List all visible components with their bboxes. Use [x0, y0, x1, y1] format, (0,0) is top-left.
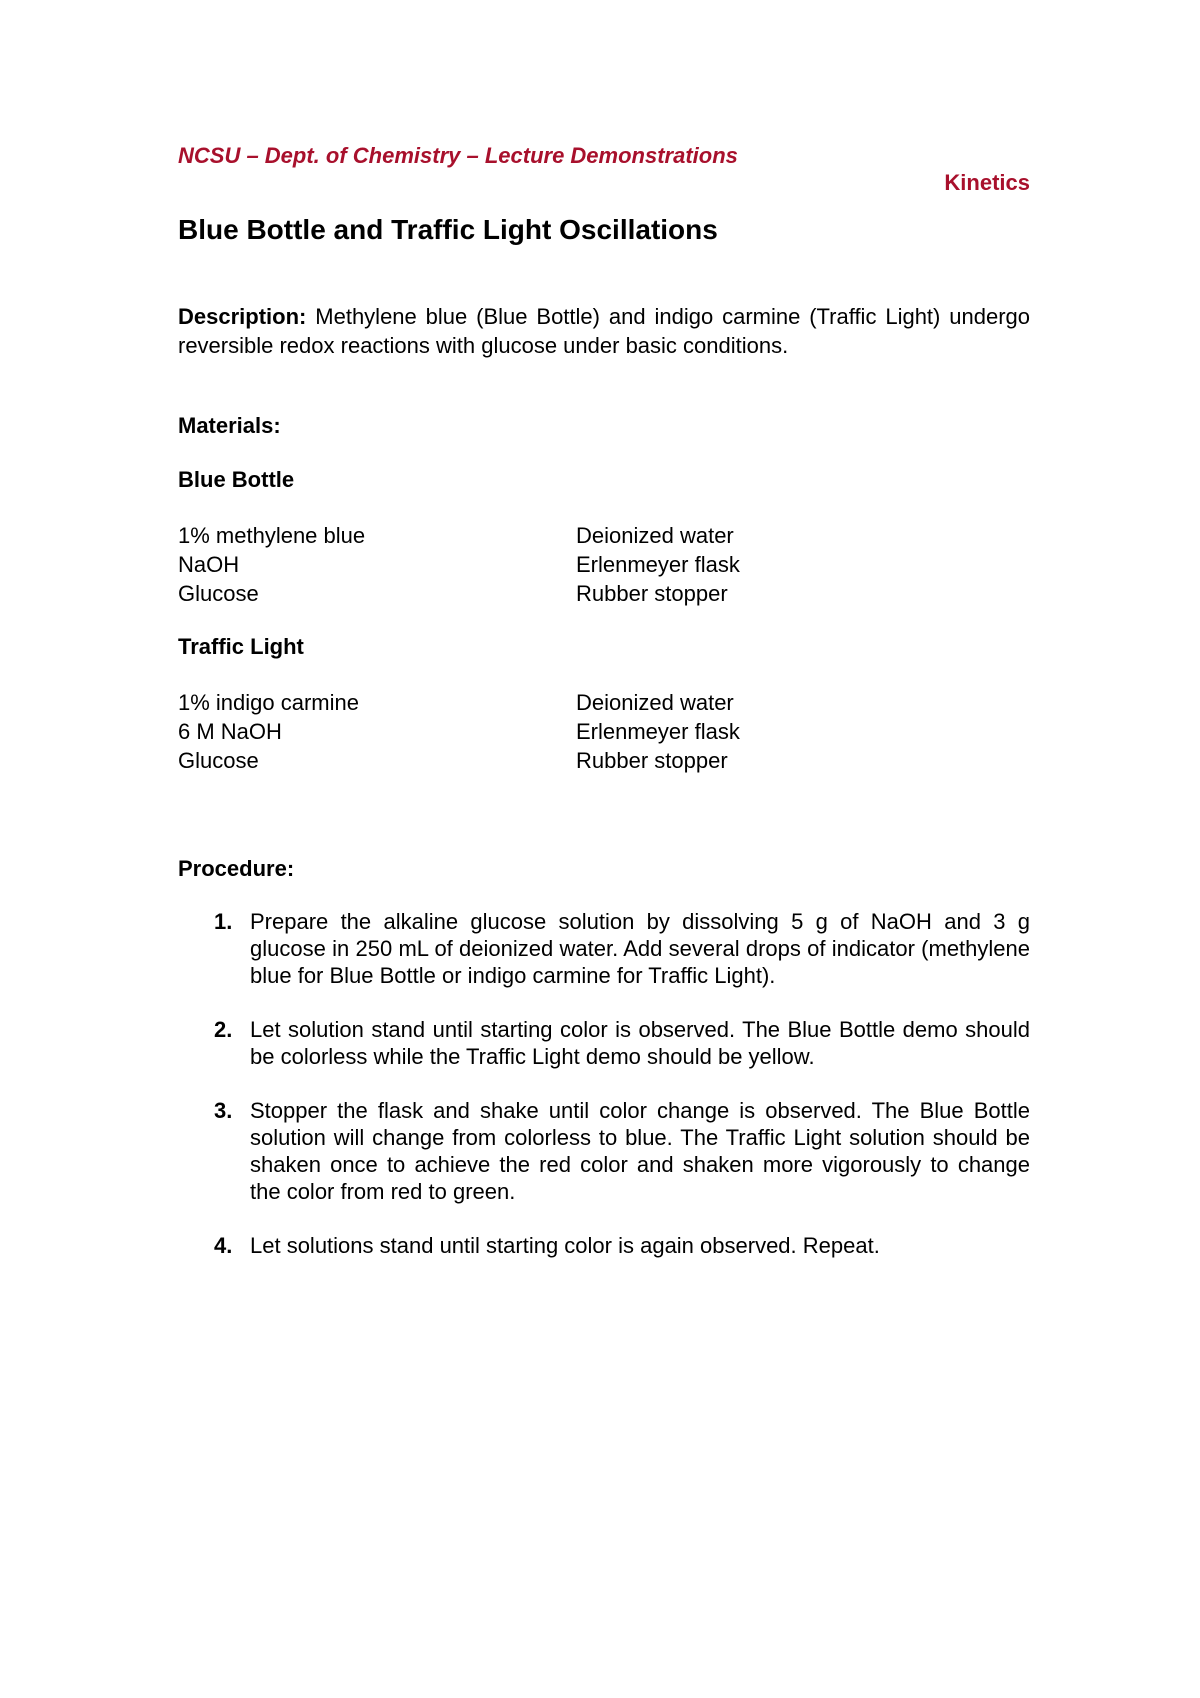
blue-bottle-materials-right — [576, 521, 740, 608]
blue-bottle-materials-left — [178, 521, 365, 608]
step-text: Prepare the alkaline glucose solution by dissolving 5 g of NaOH and 3 g glucose in 250 mL of deionized water. Add several drops of indicator (methylene blue for Blue Bottle or indigo carmine for Traffic Light). — [250, 909, 1030, 988]
list-item: Erlenmeyer flask — [576, 719, 740, 744]
description-label: Description: — [178, 304, 307, 329]
list-item: Glucose — [178, 748, 259, 773]
category-label: Kinetics — [944, 170, 1030, 195]
list-item: 6 M NaOH — [178, 719, 282, 744]
step-number: 4. — [214, 1233, 233, 1258]
step-number: 3. — [214, 1098, 233, 1123]
blue-bottle-heading: Blue Bottle — [178, 467, 295, 492]
procedure-heading: Procedure: — [178, 856, 295, 881]
step-number: 2. — [214, 1017, 233, 1042]
list-item: 1% methylene blue — [178, 523, 366, 548]
list-item: Deionized water — [576, 523, 734, 548]
traffic-light-materials-left — [178, 688, 359, 775]
procedure-steps — [178, 908, 1030, 1286]
traffic-light-heading: Traffic Light — [178, 634, 304, 659]
list-item: Erlenmeyer flask — [576, 552, 740, 577]
list-item: 1% indigo carmine — [178, 690, 359, 715]
procedure-step — [178, 1232, 1030, 1259]
procedure-step — [178, 908, 1030, 989]
step-number: 1. — [214, 909, 233, 934]
list-item: Deionized water — [576, 690, 734, 715]
list-item: Rubber stopper — [576, 581, 728, 606]
department-header: NCSU – Dept. of Chemistry – Lecture Demonstrations — [178, 143, 738, 168]
traffic-light-materials-right — [576, 688, 740, 775]
page-title: Blue Bottle and Traffic Light Oscillations — [178, 214, 718, 245]
description-text: Methylene blue (Blue Bottle) and indigo carmine (Traffic Light) undergo reversible redox reactions with glucose under basic conditions. — [178, 304, 1030, 358]
list-item: Rubber stopper — [576, 748, 728, 773]
step-text: Let solutions stand until starting color is again observed. Repeat. — [250, 1233, 880, 1258]
procedure-step — [178, 1097, 1030, 1205]
step-text: Stopper the flask and shake until color change is observed. The Blue Bottle solution will change from colorless to blue. The Traffic Light solution should be shaken once to achieve the red color and shaken more vigorously to change the color from red to green. — [250, 1098, 1030, 1204]
list-item: Glucose — [178, 581, 259, 606]
list-item: NaOH — [178, 552, 240, 577]
description-paragraph — [178, 302, 1030, 360]
step-text: Let solution stand until starting color is observed. The Blue Bottle demo should be colorless while the Traffic Light demo should be yellow. — [250, 1017, 1030, 1069]
procedure-step — [178, 1016, 1030, 1070]
materials-heading: Materials: — [178, 413, 281, 438]
